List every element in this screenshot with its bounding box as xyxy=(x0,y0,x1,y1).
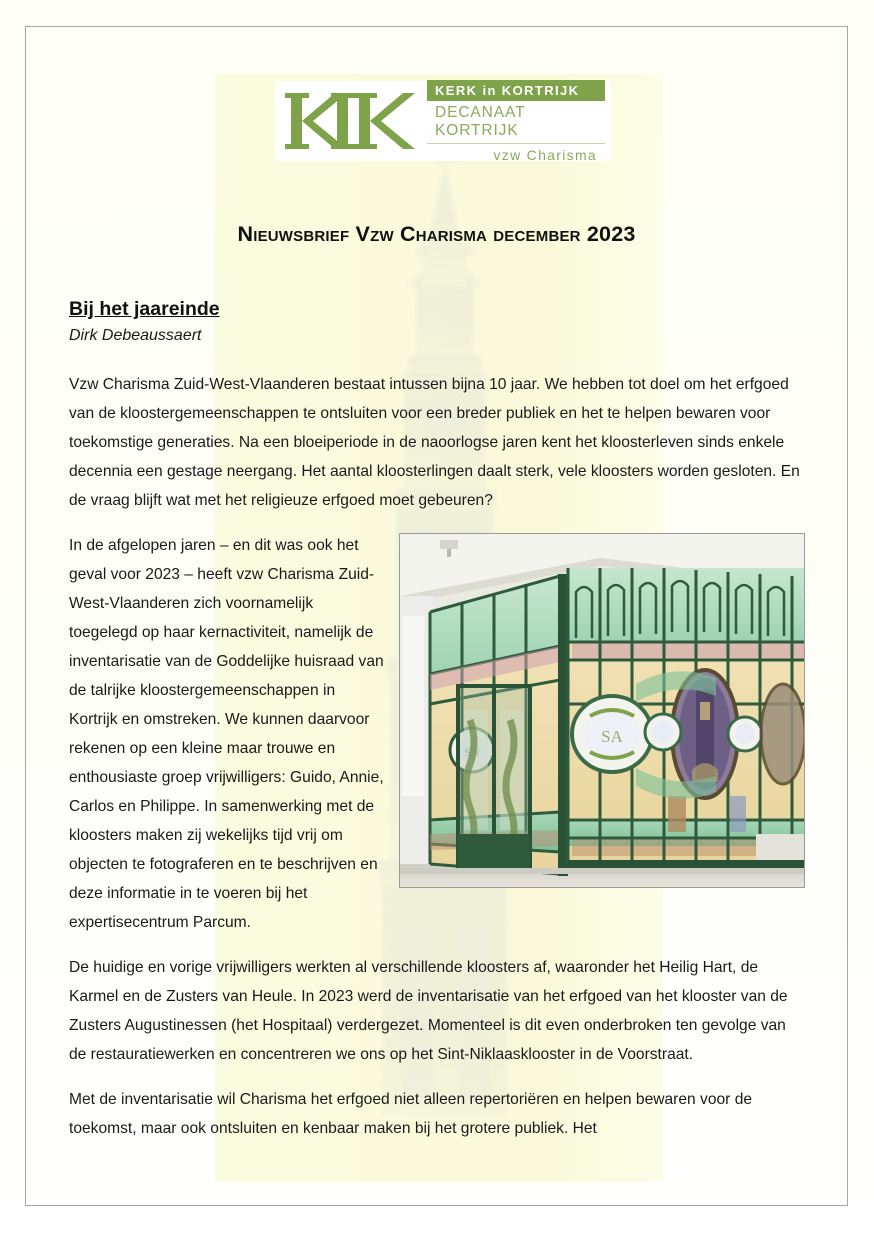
logo-textblock xyxy=(427,82,611,163)
paragraph-4: Met de inventarisatie wil Charisma het erfgoed niet alleen repertoriëren en helpen bewaren voor de toekomst, maar ook ontsluiten en kenbaar maken bij het grotere publiek. Het xyxy=(69,1090,753,1137)
paragraph-3: De huidige en vorige vrijwilligers werkten al verschillende kloosters af, waaronder het Heilig Hart, de Karmel en de Zusters van Heule. In 2023 werd de inventarisatie van het erfgoed van het klooster van de Zusters Augustinessen (het Hospitaal) verdergezet. Momenteel is dit even onderbroken ten gevolge van de restauratiewerken en concentreren we ons op het Sint-Niklaasklooster in de Voorstraat. xyxy=(69,958,788,1063)
logo-vzw-text: vzw Charisma xyxy=(493,146,597,163)
logo-decanaat-text: DECANAAT KORTRIJK xyxy=(427,101,605,144)
paragraph-2: In de afgelopen jaren – en dit was ook het geval voor 2023 – heeft vzw Charisma Zuid-West-Vlaanderen zich voornamelijk toegelegd op haar kernactiviteit, namelijk de inventarisatie van de Goddelijke huisraad van de talrijke kloostergemeenschappen in Kortrijk en omstreken. We kunnen daarvoor rekenen op een kleine maar trouwe en enthousiaste groep vrijwilligers: Guido, Annie, Carlos en Philippe. In samenwerking met de kloosters maken zij wekelijks tijd vrij om objecten te fotograferen en te beschrijven en deze informatie in te voeren bij het expertisecentrum Parcum. xyxy=(69,536,384,931)
stained-glass-photo xyxy=(399,533,805,888)
kik-logo xyxy=(275,81,611,161)
page-title: Nieuwsbrief Vzw Charisma december 2023 xyxy=(237,222,636,246)
svg-text:SA: SA xyxy=(601,726,623,746)
paragraph-1: Vzw Charisma Zuid-West-Vlaanderen bestaat intussen bijna 10 jaar. We hebben tot doel om het erfgoed van de kloostergemeenschappen te ontsluiten voor een breder publiek en het te helpen bewaren voor toekomstige generaties. Na een bloeiperiode in de naoorlogse jaren kent het kloosterleven sinds enkele decennia een gestage neergang. Het aantal kloosterlingen daalt sterk, vele kloosters worden gesloten. En de vraag blijft wat met het religieuze erfgoed moet gebeuren? xyxy=(69,375,800,509)
logo-bar-text: KERK in KORTRIJK xyxy=(427,80,605,101)
document-body xyxy=(69,298,805,1159)
section-heading: Bij het jaareinde xyxy=(69,298,220,320)
author-byline: Dirk Debeaussaert xyxy=(69,327,202,345)
kik-monogram-icon xyxy=(275,81,427,161)
